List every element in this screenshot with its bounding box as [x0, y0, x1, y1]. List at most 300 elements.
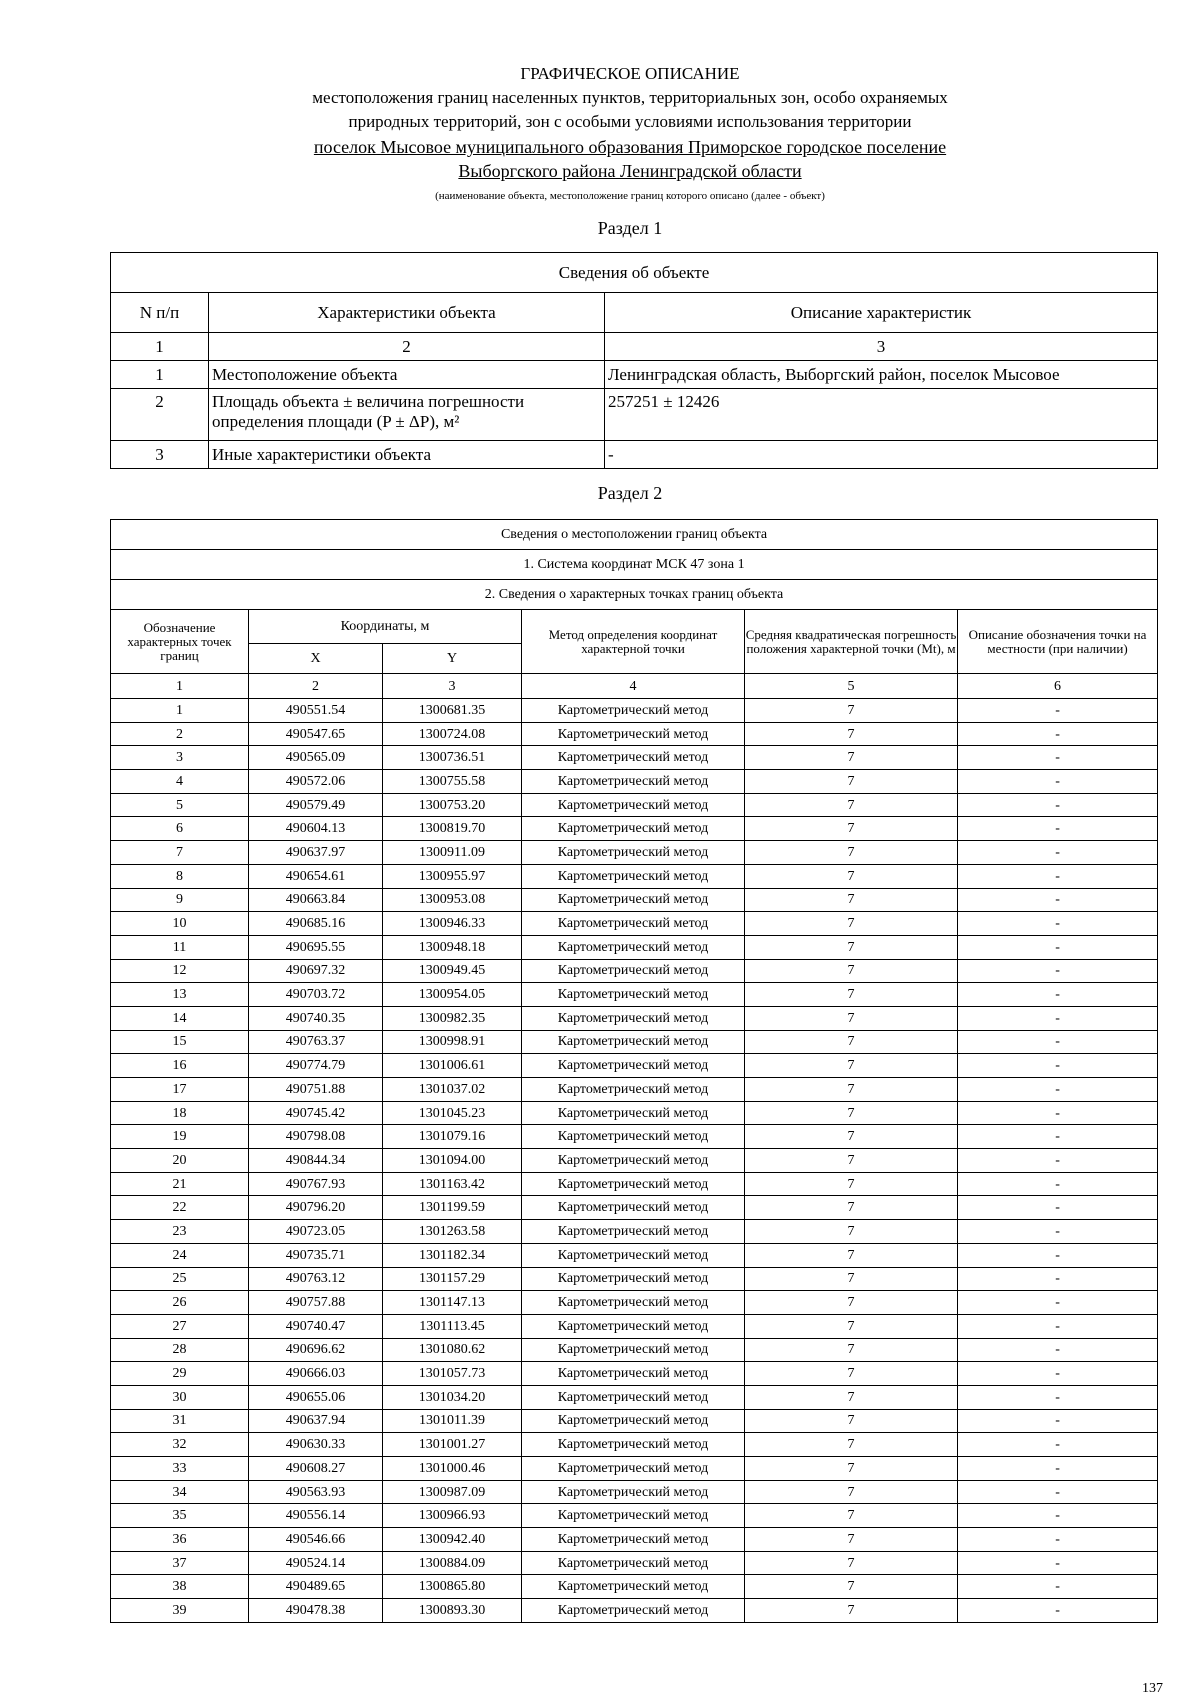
- coordinate-x: 490637.97: [249, 841, 383, 865]
- coordinate-y: 1300948.18: [383, 935, 522, 959]
- table-row: [111, 1528, 1158, 1552]
- characteristic-value: 257251 ± 12426: [605, 389, 1158, 441]
- table-row: [111, 699, 1158, 723]
- accuracy: 7: [745, 959, 958, 983]
- column-number: 2: [209, 333, 605, 361]
- table-row: [111, 1149, 1158, 1173]
- table-row: [111, 983, 1158, 1007]
- table-row: [111, 361, 1158, 389]
- accuracy: 7: [745, 1385, 958, 1409]
- table-row: [111, 1267, 1158, 1291]
- accuracy: 7: [745, 1504, 958, 1528]
- accuracy: 7: [745, 1125, 958, 1149]
- point-description: -: [958, 1575, 1158, 1599]
- accuracy: 7: [745, 1409, 958, 1433]
- coordinate-y: 1300884.09: [383, 1551, 522, 1575]
- column-number: 2: [249, 674, 383, 699]
- coordinate-x: 490685.16: [249, 912, 383, 936]
- point-number: 33: [111, 1457, 249, 1481]
- point-description: -: [958, 1504, 1158, 1528]
- characteristic-value: Ленинградская область, Выборгский район, поселок Мысовое: [605, 361, 1158, 389]
- coordinate-x: 490767.93: [249, 1172, 383, 1196]
- coordinate-y: 1301037.02: [383, 1078, 522, 1102]
- accuracy: 7: [745, 1457, 958, 1481]
- coordinate-y: 1300982.35: [383, 1006, 522, 1030]
- document-title: ГРАФИЧЕСКОЕ ОПИСАНИЕ: [520, 64, 740, 83]
- accuracy: 7: [745, 793, 958, 817]
- point-description: -: [958, 1101, 1158, 1125]
- coordinate-y: 1300987.09: [383, 1480, 522, 1504]
- coordinate-y: 1300755.58: [383, 770, 522, 794]
- characteristic-value: -: [605, 441, 1158, 469]
- method: Картометрический метод: [522, 1409, 745, 1433]
- point-description: -: [958, 1528, 1158, 1552]
- coordinate-y: 1300736.51: [383, 746, 522, 770]
- coordinate-y: 1301157.29: [383, 1267, 522, 1291]
- coordinate-x: 490663.84: [249, 888, 383, 912]
- method: Картометрический метод: [522, 1362, 745, 1386]
- method: Картометрический метод: [522, 1078, 745, 1102]
- table-row: [111, 770, 1158, 794]
- point-description: -: [958, 912, 1158, 936]
- table-row: [111, 1172, 1158, 1196]
- point-description: -: [958, 1054, 1158, 1078]
- table-row: [111, 1078, 1158, 1102]
- characteristic-name: Местоположение объекта: [209, 361, 605, 389]
- accuracy: 7: [745, 1172, 958, 1196]
- table-row: [111, 841, 1158, 865]
- column-header-point: Обозначение характерных точек границ: [111, 610, 249, 674]
- method: Картометрический метод: [522, 699, 745, 723]
- point-description: -: [958, 983, 1158, 1007]
- accuracy: 7: [745, 912, 958, 936]
- point-description: -: [958, 1030, 1158, 1054]
- method: Картометрический метод: [522, 1030, 745, 1054]
- object-info-table: [110, 252, 1158, 469]
- table-row: [111, 864, 1158, 888]
- row-number: 1: [111, 361, 209, 389]
- point-description: -: [958, 888, 1158, 912]
- point-number: 6: [111, 817, 249, 841]
- method: Картометрический метод: [522, 722, 745, 746]
- point-description: -: [958, 1409, 1158, 1433]
- method: Картометрический метод: [522, 1551, 745, 1575]
- points-table-body: [111, 699, 1158, 1623]
- table-row: [111, 1220, 1158, 1244]
- column-number: 4: [522, 674, 745, 699]
- method: Картометрический метод: [522, 1528, 745, 1552]
- coordinate-y: 1300911.09: [383, 841, 522, 865]
- table-row: [111, 888, 1158, 912]
- object-name-line2: Выборгского района Ленинградской области: [458, 161, 802, 181]
- table-row: [111, 1054, 1158, 1078]
- accuracy: 7: [745, 770, 958, 794]
- coordinate-y: 1300953.08: [383, 888, 522, 912]
- method: Картометрический метод: [522, 1196, 745, 1220]
- accuracy: 7: [745, 1362, 958, 1386]
- accuracy: 7: [745, 817, 958, 841]
- point-number: 32: [111, 1433, 249, 1457]
- point-number: 37: [111, 1551, 249, 1575]
- point-number: 38: [111, 1575, 249, 1599]
- point-number: 17: [111, 1078, 249, 1102]
- coordinate-x: 490524.14: [249, 1551, 383, 1575]
- table-row: [111, 1291, 1158, 1315]
- point-number: 10: [111, 912, 249, 936]
- method: Картометрический метод: [522, 1054, 745, 1078]
- point-description: -: [958, 935, 1158, 959]
- point-description: -: [958, 793, 1158, 817]
- coordinate-x: 490796.20: [249, 1196, 383, 1220]
- coordinate-x: 490637.94: [249, 1409, 383, 1433]
- accuracy: 7: [745, 1006, 958, 1030]
- point-number: 1: [111, 699, 249, 723]
- point-number: 24: [111, 1243, 249, 1267]
- column-header-description: Описание характеристик: [605, 293, 1158, 333]
- accuracy: 7: [745, 1149, 958, 1173]
- accuracy: 7: [745, 1243, 958, 1267]
- table-row: [111, 1125, 1158, 1149]
- method: Картометрический метод: [522, 1291, 745, 1315]
- table-row: [111, 817, 1158, 841]
- point-number: 2: [111, 722, 249, 746]
- row-number: 3: [111, 441, 209, 469]
- coordinate-x: 490666.03: [249, 1362, 383, 1386]
- column-header-x: X: [249, 644, 383, 674]
- coordinate-y: 1301094.00: [383, 1149, 522, 1173]
- table-row: [111, 1504, 1158, 1528]
- coordinate-x: 490630.33: [249, 1433, 383, 1457]
- accuracy: 7: [745, 1291, 958, 1315]
- coordinate-x: 490604.13: [249, 817, 383, 841]
- point-number: 9: [111, 888, 249, 912]
- point-description: -: [958, 1125, 1158, 1149]
- coordinate-x: 490723.05: [249, 1220, 383, 1244]
- point-description: -: [958, 1267, 1158, 1291]
- point-description: -: [958, 1149, 1158, 1173]
- coordinate-y: 1301079.16: [383, 1125, 522, 1149]
- point-description: -: [958, 770, 1158, 794]
- coordinate-y: 1301147.13: [383, 1291, 522, 1315]
- column-number: 1: [111, 333, 209, 361]
- page-number: 137: [1142, 1681, 1163, 1696]
- method: Картометрический метод: [522, 1338, 745, 1362]
- coordinate-y: 1301263.58: [383, 1220, 522, 1244]
- method: Картометрический метод: [522, 959, 745, 983]
- point-description: -: [958, 1385, 1158, 1409]
- accuracy: 7: [745, 983, 958, 1007]
- document-subtitle-line1: местоположения границ населенных пунктов, территориальных зон, особо охраняемых: [312, 88, 948, 107]
- method: Картометрический метод: [522, 1172, 745, 1196]
- row-number: 2: [111, 389, 209, 441]
- method: Картометрический метод: [522, 1101, 745, 1125]
- table-row: [111, 1551, 1158, 1575]
- section1-heading: Раздел 1: [597, 218, 663, 238]
- point-number: 11: [111, 935, 249, 959]
- method: Картометрический метод: [522, 912, 745, 936]
- accuracy: 7: [745, 1599, 958, 1623]
- coordinate-y: 1300865.80: [383, 1575, 522, 1599]
- table-row: [111, 389, 1158, 441]
- accuracy: 7: [745, 1528, 958, 1552]
- coordinate-x: 490546.66: [249, 1528, 383, 1552]
- coordinate-y: 1300819.70: [383, 817, 522, 841]
- point-number: 18: [111, 1101, 249, 1125]
- point-description: -: [958, 1291, 1158, 1315]
- point-description: -: [958, 1433, 1158, 1457]
- coordinate-y: 1301057.73: [383, 1362, 522, 1386]
- table-row: [111, 1314, 1158, 1338]
- method: Картометрический метод: [522, 1149, 745, 1173]
- point-number: 15: [111, 1030, 249, 1054]
- coordinate-x: 490655.06: [249, 1385, 383, 1409]
- accuracy: 7: [745, 1101, 958, 1125]
- coordinate-y: 1300955.97: [383, 864, 522, 888]
- method: Картометрический метод: [522, 746, 745, 770]
- accuracy: 7: [745, 1480, 958, 1504]
- coordinate-y: 1300753.20: [383, 793, 522, 817]
- column-header-coordinates: Координаты, м: [249, 610, 522, 644]
- coordinate-x: 490798.08: [249, 1125, 383, 1149]
- column-header-accuracy: Средняя квадратическая погрешность положения характерной точки (Mt), м: [745, 610, 958, 674]
- column-header-y: Y: [383, 644, 522, 674]
- point-description: -: [958, 1006, 1158, 1030]
- method: Картометрический метод: [522, 1433, 745, 1457]
- point-description: -: [958, 959, 1158, 983]
- table-row: [111, 1433, 1158, 1457]
- coordinate-y: 1300946.33: [383, 912, 522, 936]
- method: Картометрический метод: [522, 793, 745, 817]
- accuracy: 7: [745, 699, 958, 723]
- table-row: [111, 1575, 1158, 1599]
- object-name-line1: поселок Мысовое муниципального образования Приморское городское поселение: [313, 137, 947, 157]
- point-number: 3: [111, 746, 249, 770]
- point-description: -: [958, 1243, 1158, 1267]
- accuracy: 7: [745, 864, 958, 888]
- point-number: 21: [111, 1172, 249, 1196]
- column-header-description: Описание обозначения точки на местности (при наличии): [958, 610, 1158, 674]
- point-description: -: [958, 1457, 1158, 1481]
- point-number: 31: [111, 1409, 249, 1433]
- characteristic-name: [209, 389, 605, 441]
- coordinate-y: 1300942.40: [383, 1528, 522, 1552]
- coordinate-y: 1301006.61: [383, 1054, 522, 1078]
- coordinate-x: 490757.88: [249, 1291, 383, 1315]
- coordinate-x: 490696.62: [249, 1338, 383, 1362]
- table-row: [111, 722, 1158, 746]
- coordinate-x: 490844.34: [249, 1149, 383, 1173]
- coordinate-x: 490489.65: [249, 1575, 383, 1599]
- coordinate-x: 490774.79: [249, 1054, 383, 1078]
- point-number: 5: [111, 793, 249, 817]
- coordinate-y: 1301199.59: [383, 1196, 522, 1220]
- method: Картометрический метод: [522, 935, 745, 959]
- point-number: 16: [111, 1054, 249, 1078]
- section2-heading: Раздел 2: [597, 483, 663, 503]
- table-row: [111, 1599, 1158, 1623]
- point-number: 7: [111, 841, 249, 865]
- method: Картометрический метод: [522, 1599, 745, 1623]
- point-number: 35: [111, 1504, 249, 1528]
- coordinate-x: 490735.71: [249, 1243, 383, 1267]
- coordinate-x: 490547.65: [249, 722, 383, 746]
- coordinate-x: 490745.42: [249, 1101, 383, 1125]
- table-row: [111, 1338, 1158, 1362]
- point-description: -: [958, 1362, 1158, 1386]
- accuracy: 7: [745, 1196, 958, 1220]
- method: Картометрический метод: [522, 1267, 745, 1291]
- table-row: [111, 1409, 1158, 1433]
- coordinate-x: 490551.54: [249, 699, 383, 723]
- coordinate-y: 1300954.05: [383, 983, 522, 1007]
- method: Картометрический метод: [522, 1220, 745, 1244]
- coordinate-y: 1300724.08: [383, 722, 522, 746]
- coordinate-y: 1301000.46: [383, 1457, 522, 1481]
- point-number: 14: [111, 1006, 249, 1030]
- method: Картометрический метод: [522, 864, 745, 888]
- point-number: 30: [111, 1385, 249, 1409]
- point-number: 34: [111, 1480, 249, 1504]
- method: Картометрический метод: [522, 770, 745, 794]
- accuracy: 7: [745, 1078, 958, 1102]
- accuracy: 7: [745, 1267, 958, 1291]
- coordinate-y: 1301001.27: [383, 1433, 522, 1457]
- column-header-characteristics: Характеристики объекта: [209, 293, 605, 333]
- coordinate-y: 1301163.42: [383, 1172, 522, 1196]
- table-row: [111, 935, 1158, 959]
- points-section-title: 2. Сведения о характерных точках границ объекта: [111, 580, 1158, 610]
- characteristic-name-line2: определения площади (P ± ΔP), м²: [212, 412, 460, 431]
- coordinate-y: 1300893.30: [383, 1599, 522, 1623]
- point-description: -: [958, 722, 1158, 746]
- coordinate-x: 490563.93: [249, 1480, 383, 1504]
- coordinate-y: 1301113.45: [383, 1314, 522, 1338]
- method: Картометрический метод: [522, 841, 745, 865]
- accuracy: 7: [745, 841, 958, 865]
- accuracy: 7: [745, 746, 958, 770]
- table-row: [111, 912, 1158, 936]
- coordinate-y: 1300681.35: [383, 699, 522, 723]
- table-row: [111, 1385, 1158, 1409]
- point-number: 25: [111, 1267, 249, 1291]
- coordinate-x: 490740.35: [249, 1006, 383, 1030]
- table-row: [111, 1101, 1158, 1125]
- characteristic-name-line1: Площадь объекта ± величина погрешности: [212, 392, 525, 411]
- accuracy: 7: [745, 1054, 958, 1078]
- object-info-table-title: Сведения об объекте: [111, 253, 1158, 293]
- table-row: [111, 1243, 1158, 1267]
- point-number: 4: [111, 770, 249, 794]
- column-number: 1: [111, 674, 249, 699]
- point-number: 39: [111, 1599, 249, 1623]
- point-number: 36: [111, 1528, 249, 1552]
- method: Картометрический метод: [522, 888, 745, 912]
- accuracy: 7: [745, 1220, 958, 1244]
- point-number: 20: [111, 1149, 249, 1173]
- table-row: [111, 793, 1158, 817]
- table-row: [111, 1030, 1158, 1054]
- column-number: 3: [605, 333, 1158, 361]
- coordinate-x: 490579.49: [249, 793, 383, 817]
- point-description: -: [958, 1480, 1158, 1504]
- accuracy: 7: [745, 888, 958, 912]
- coordinate-system: 1. Система координат МСК 47 зона 1: [111, 550, 1158, 580]
- method: Картометрический метод: [522, 1314, 745, 1338]
- coordinate-x: 490572.06: [249, 770, 383, 794]
- object-name-note: (наименование объекта, местоположение границ которого описано (далее - объект): [435, 190, 825, 202]
- accuracy: 7: [745, 1575, 958, 1599]
- column-number: 6: [958, 674, 1158, 699]
- coordinate-y: 1301011.39: [383, 1409, 522, 1433]
- method: Картометрический метод: [522, 1125, 745, 1149]
- table-row: [111, 441, 1158, 469]
- coordinate-x: 490751.88: [249, 1078, 383, 1102]
- point-number: 29: [111, 1362, 249, 1386]
- table-row: [111, 1457, 1158, 1481]
- coordinate-x: 490556.14: [249, 1504, 383, 1528]
- method: Картометрический метод: [522, 983, 745, 1007]
- point-description: -: [958, 1551, 1158, 1575]
- coordinate-x: 490695.55: [249, 935, 383, 959]
- point-description: -: [958, 1599, 1158, 1623]
- column-header-number: N п/п: [111, 293, 209, 333]
- accuracy: 7: [745, 1551, 958, 1575]
- point-number: 23: [111, 1220, 249, 1244]
- method: Картометрический метод: [522, 1006, 745, 1030]
- coordinate-y: 1301080.62: [383, 1338, 522, 1362]
- point-description: -: [958, 841, 1158, 865]
- column-header-method: Метод определения координат характерной точки: [522, 610, 745, 674]
- point-description: -: [958, 864, 1158, 888]
- point-description: -: [958, 1078, 1158, 1102]
- coordinate-x: 490565.09: [249, 746, 383, 770]
- method: Картометрический метод: [522, 1480, 745, 1504]
- coordinate-x: 490697.32: [249, 959, 383, 983]
- point-description: -: [958, 699, 1158, 723]
- coordinate-x: 490478.38: [249, 1599, 383, 1623]
- point-number: 13: [111, 983, 249, 1007]
- coordinate-x: 490763.12: [249, 1267, 383, 1291]
- point-description: -: [958, 817, 1158, 841]
- point-number: 27: [111, 1314, 249, 1338]
- point-number: 28: [111, 1338, 249, 1362]
- coordinate-y: 1300966.93: [383, 1504, 522, 1528]
- accuracy: 7: [745, 1314, 958, 1338]
- document-subtitle-line2: природных территорий, зон с особыми условиями использования территории: [348, 112, 912, 131]
- boundary-table-title: Сведения о местоположении границ объекта: [111, 520, 1158, 550]
- point-number: 19: [111, 1125, 249, 1149]
- coordinate-y: 1300998.91: [383, 1030, 522, 1054]
- characteristic-name: Иные характеристики объекта: [209, 441, 605, 469]
- method: Картометрический метод: [522, 1243, 745, 1267]
- point-number: 12: [111, 959, 249, 983]
- coordinate-x: 490654.61: [249, 864, 383, 888]
- point-description: -: [958, 1338, 1158, 1362]
- coordinate-y: 1301182.34: [383, 1243, 522, 1267]
- table-row: [111, 959, 1158, 983]
- accuracy: 7: [745, 1338, 958, 1362]
- point-description: -: [958, 1172, 1158, 1196]
- point-description: -: [958, 746, 1158, 770]
- coordinate-x: 490763.37: [249, 1030, 383, 1054]
- table-row: [111, 1362, 1158, 1386]
- accuracy: 7: [745, 935, 958, 959]
- method: Картометрический метод: [522, 817, 745, 841]
- method: Картометрический метод: [522, 1575, 745, 1599]
- point-number: 22: [111, 1196, 249, 1220]
- point-number: 26: [111, 1291, 249, 1315]
- coordinate-y: 1301045.23: [383, 1101, 522, 1125]
